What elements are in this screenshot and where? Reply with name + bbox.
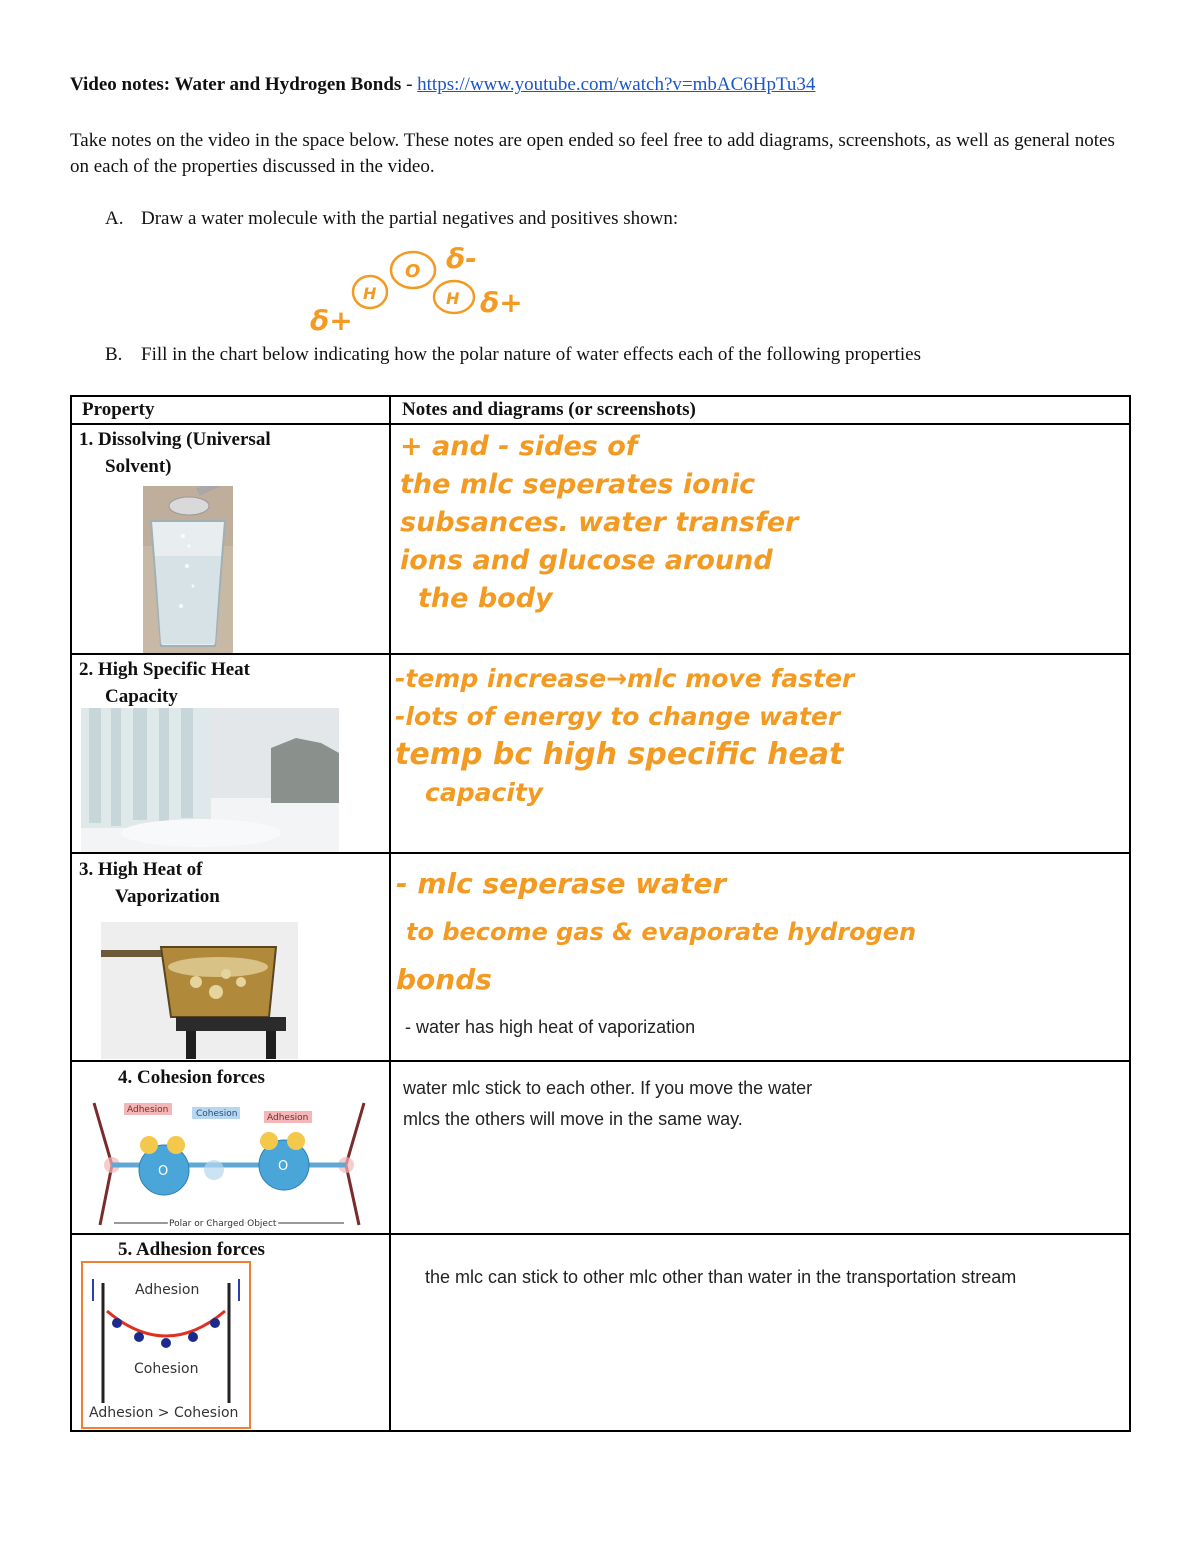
- header-property: Property: [82, 399, 155, 420]
- section-b: [105, 344, 921, 366]
- property-specific-heat: [79, 656, 250, 710]
- cohesion-diagram-adhesion-right: Adhesion: [267, 1113, 309, 1123]
- dissolving-handwritten-notes: [400, 428, 798, 618]
- property-heat-of-vaporization: [79, 856, 220, 910]
- property-label-line1: 2. High Specific Heat: [79, 659, 250, 680]
- cohesion-diagram: [84, 1095, 374, 1231]
- adhesion-diagram-top-label: Adhesion: [135, 1282, 200, 1298]
- handwritten-line: to become gas & evaporate hydrogen: [406, 918, 917, 946]
- vaporization-typed-note: - water has high heat of vaporization: [405, 1017, 696, 1037]
- adhesion-typed-note: the mlc can stick to other mlc other than water in the transportation stream: [425, 1267, 1017, 1287]
- handwritten-line: the body: [418, 583, 553, 614]
- handwritten-line: subsances. water transfer: [400, 507, 799, 538]
- cohesion-typed-notes: [403, 1073, 812, 1135]
- handwritten-line: bonds: [396, 963, 492, 996]
- handwritten-line: - mlc seperase water: [396, 867, 727, 900]
- typed-line: water mlc stick to each other. If you move the water: [403, 1078, 813, 1098]
- property-label-line2: Capacity: [105, 686, 178, 707]
- section-a: [105, 208, 679, 230]
- boiling-pot-photo: [101, 922, 298, 1059]
- document-title: [70, 74, 815, 96]
- property-label-line1: 1. Dissolving (Universal: [79, 429, 271, 450]
- handwritten-line: + and - sides of: [400, 431, 638, 462]
- handwritten-line: -lots of energy to change water: [395, 702, 841, 731]
- salt-water-glass-photo: [143, 486, 233, 653]
- typed-line: mlcs the others will move in the same way.: [403, 1109, 743, 1129]
- section-b-marker: B.: [105, 344, 123, 365]
- property-label-line2: Solvent): [105, 456, 172, 477]
- handwritten-line: -temp increase→mlc move faster: [395, 664, 855, 693]
- adhesion-diagram: [81, 1261, 251, 1429]
- property-dissolving: [79, 426, 271, 480]
- video-link[interactable]: https://www.youtube.com/watch?v=mbAC6HpTu34: [417, 74, 816, 95]
- hydrogen-left-label: H: [363, 284, 377, 303]
- property-label-line2: Vaporization: [115, 886, 220, 907]
- section-a-text: Draw a water molecule with the partial negatives and positives shown:: [141, 208, 679, 229]
- vaporization-handwritten-notes: [396, 860, 916, 1004]
- handwritten-line: capacity: [425, 778, 544, 807]
- frozen-shore-photo: [81, 708, 339, 852]
- handwritten-line: temp bc high specific heat: [395, 737, 844, 772]
- cohesion-diagram-oxygen-right: O: [278, 1159, 289, 1174]
- handwritten-line: ions and glucose around: [400, 545, 773, 576]
- adhesion-diagram-middle-label: Cohesion: [134, 1361, 199, 1377]
- title-text: Video notes: Water and Hydrogen Bonds: [70, 74, 402, 95]
- water-molecule-drawing: [300, 240, 540, 340]
- oxygen-label: O: [405, 261, 421, 282]
- adhesion-diagram-bottom-label: Adhesion > Cohesion: [89, 1405, 239, 1421]
- cohesion-diagram-oxygen-left: O: [158, 1164, 169, 1179]
- delta-negative-label: δ-: [446, 242, 477, 275]
- delta-positive-left-label: δ+: [310, 304, 353, 337]
- section-b-text: Fill in the chart below indicating how the polar nature of water effects each of the following properties: [141, 344, 921, 365]
- header-notes: Notes and diagrams (or screenshots): [402, 399, 696, 420]
- property-cohesion: 4. Cohesion forces: [118, 1067, 265, 1088]
- hydrogen-right-label: H: [446, 289, 460, 308]
- section-a-marker: A.: [105, 208, 124, 229]
- intro-paragraph: Take notes on the video in the space below. These notes are open ended so feel free to add diagrams, screenshots, as well as general notes on each of the properties discussed in the video.: [70, 130, 1115, 177]
- handwritten-line: the mlc seperates ionic: [400, 469, 756, 500]
- title-separator: -: [401, 74, 418, 95]
- property-label-line1: 3. High Heat of: [79, 859, 203, 880]
- cohesion-diagram-cohesion-label: Cohesion: [196, 1109, 238, 1119]
- cohesion-diagram-adhesion-left: Adhesion: [127, 1105, 169, 1115]
- cohesion-diagram-axis-label: Polar or Charged Object: [169, 1219, 277, 1229]
- property-adhesion: 5. Adhesion forces: [118, 1239, 265, 1260]
- delta-positive-right-label: δ+: [480, 286, 523, 319]
- specific-heat-handwritten-notes: [395, 660, 854, 812]
